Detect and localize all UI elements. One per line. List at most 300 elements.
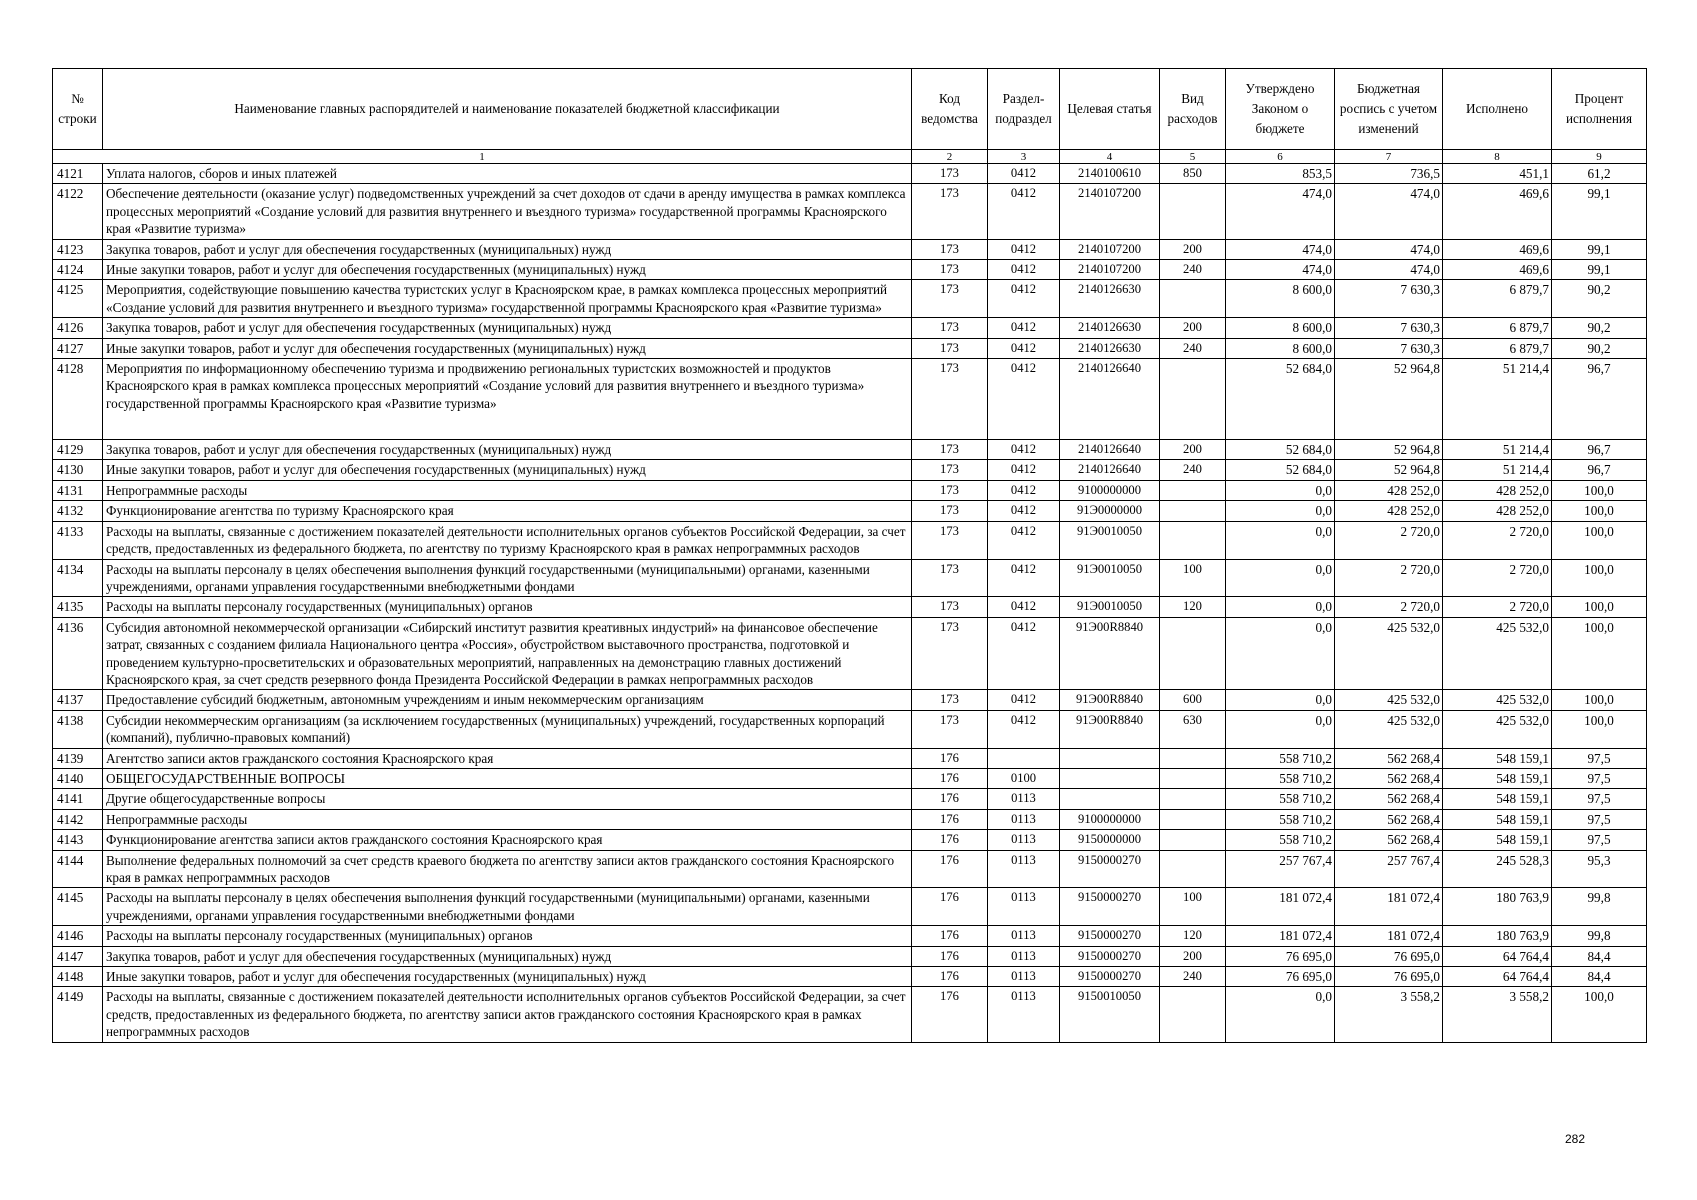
table-row: [53, 617, 1647, 690]
row-percent: 99,8: [1552, 926, 1647, 946]
table-row: [53, 338, 1647, 358]
row-percent: 99,1: [1552, 184, 1647, 239]
row-executed: 451,1: [1443, 164, 1552, 184]
row-expense-type: 120: [1160, 926, 1226, 946]
row-approved: 0,0: [1226, 521, 1335, 559]
column-number: 9: [1552, 150, 1647, 164]
row-expense-type: 630: [1160, 710, 1226, 748]
row-target: 2140107200: [1060, 239, 1160, 259]
row-expense-type: [1160, 830, 1226, 850]
row-expense-type: [1160, 359, 1226, 440]
table-row: [53, 239, 1647, 259]
row-section: 0113: [988, 926, 1060, 946]
row-percent: 97,5: [1552, 768, 1647, 788]
table-row: [53, 926, 1647, 946]
row-approved: 8 600,0: [1226, 280, 1335, 318]
budget-table: [52, 68, 1647, 1043]
row-percent: 96,7: [1552, 359, 1647, 440]
row-dept-code: 176: [912, 830, 988, 850]
column-number: 8: [1443, 150, 1552, 164]
row-expense-type: [1160, 501, 1226, 521]
row-executed: 6 879,7: [1443, 338, 1552, 358]
row-percent: 61,2: [1552, 164, 1647, 184]
row-executed: 180 763,9: [1443, 888, 1552, 926]
row-target: 2140126630: [1060, 338, 1160, 358]
row-percent: 96,7: [1552, 440, 1647, 460]
row-percent: 97,5: [1552, 789, 1647, 809]
row-number: 4132: [53, 501, 103, 521]
row-target: 9150000270: [1060, 967, 1160, 987]
row-executed: 425 532,0: [1443, 617, 1552, 690]
row-budget-list: 562 268,4: [1335, 809, 1443, 829]
row-approved: 558 710,2: [1226, 830, 1335, 850]
row-expense-type: 600: [1160, 690, 1226, 710]
row-name: Мероприятия по информационному обеспечению туризма и продвижению региональных туристских возможностей и продуктов Красноярского края в рамках комплекса процессных мероприятий «Создание условий для развития внутреннего и въездного туризма» государственной программы Красноярского края «Развитие туризма»: [103, 359, 912, 440]
row-section: 0412: [988, 690, 1060, 710]
row-section: [988, 748, 1060, 768]
row-expense-type: [1160, 480, 1226, 500]
row-approved: 558 710,2: [1226, 748, 1335, 768]
row-approved: 0,0: [1226, 501, 1335, 521]
row-expense-type: [1160, 987, 1226, 1042]
row-name: Функционирование агентства по туризму Красноярского края: [103, 501, 912, 521]
row-number: 4141: [53, 789, 103, 809]
row-executed: 180 763,9: [1443, 926, 1552, 946]
header-dept-code: Код ведомства: [912, 69, 988, 150]
row-target: 91Э0010050: [1060, 521, 1160, 559]
row-dept-code: 173: [912, 690, 988, 710]
table-row: [53, 987, 1647, 1042]
row-section: 0412: [988, 338, 1060, 358]
row-dept-code: 176: [912, 888, 988, 926]
row-name: Непрограммные расходы: [103, 480, 912, 500]
row-number: 4134: [53, 559, 103, 597]
row-target: 2140107200: [1060, 260, 1160, 280]
row-number: 4131: [53, 480, 103, 500]
page-number: 282: [1565, 1132, 1586, 1146]
table-row: [53, 748, 1647, 768]
row-dept-code: 176: [912, 850, 988, 888]
row-number: 4140: [53, 768, 103, 788]
row-approved: 52 684,0: [1226, 359, 1335, 440]
table-row: [53, 184, 1647, 239]
row-approved: 52 684,0: [1226, 440, 1335, 460]
column-number: 1: [53, 150, 912, 164]
row-executed: 548 159,1: [1443, 748, 1552, 768]
row-executed: 469,6: [1443, 260, 1552, 280]
row-budget-list: 474,0: [1335, 260, 1443, 280]
row-executed: 6 879,7: [1443, 318, 1552, 338]
row-number: 4125: [53, 280, 103, 318]
header-percent: Процент исполнения: [1552, 69, 1647, 150]
row-percent: 90,2: [1552, 280, 1647, 318]
row-target: 9150000270: [1060, 926, 1160, 946]
row-budget-list: 562 268,4: [1335, 748, 1443, 768]
row-budget-list: 736,5: [1335, 164, 1443, 184]
header-expense-type: Вид расходов: [1160, 69, 1226, 150]
row-dept-code: 176: [912, 789, 988, 809]
row-number: 4149: [53, 987, 103, 1042]
row-dept-code: 173: [912, 164, 988, 184]
table-row: [53, 888, 1647, 926]
row-name: Расходы на выплаты, связанные с достижением показателей деятельности исполнительных органов субъектов Российской Федерации, за счет средств, предоставленных из федерального бюджета, по агентству по туризму Красноярского края в рамках непрограммных расходов: [103, 521, 912, 559]
row-section: 0412: [988, 239, 1060, 259]
row-target: 9150000270: [1060, 946, 1160, 966]
row-section: 0412: [988, 501, 1060, 521]
row-percent: 100,0: [1552, 617, 1647, 690]
row-executed: 64 764,4: [1443, 967, 1552, 987]
table-row: [53, 318, 1647, 338]
row-expense-type: [1160, 617, 1226, 690]
row-number: 4147: [53, 946, 103, 966]
table-row: [53, 359, 1647, 440]
row-expense-type: [1160, 748, 1226, 768]
table-body: [53, 164, 1647, 1043]
row-budget-list: 474,0: [1335, 184, 1443, 239]
row-section: 0113: [988, 987, 1060, 1042]
row-executed: 245 528,3: [1443, 850, 1552, 888]
row-budget-list: 7 630,3: [1335, 338, 1443, 358]
row-name: Расходы на выплаты персоналу государственных (муниципальных) органов: [103, 926, 912, 946]
row-percent: 97,5: [1552, 830, 1647, 850]
row-section: 0113: [988, 888, 1060, 926]
row-number: 4124: [53, 260, 103, 280]
row-budget-list: 562 268,4: [1335, 789, 1443, 809]
row-budget-list: 7 630,3: [1335, 280, 1443, 318]
header-section: Раздел-подраздел: [988, 69, 1060, 150]
row-approved: 76 695,0: [1226, 967, 1335, 987]
row-expense-type: [1160, 850, 1226, 888]
row-section: 0412: [988, 710, 1060, 748]
row-name: Непрограммные расходы: [103, 809, 912, 829]
row-approved: 853,5: [1226, 164, 1335, 184]
row-name: Другие общегосударственные вопросы: [103, 789, 912, 809]
row-executed: 425 532,0: [1443, 690, 1552, 710]
row-expense-type: [1160, 521, 1226, 559]
row-name: Выполнение федеральных полномочий за счет средств краевого бюджета по агентству записи актов гражданского состояния Красноярского края в рамках непрограммных расходов: [103, 850, 912, 888]
row-name: Предоставление субсидий бюджетным, автономным учреждениям и иным некоммерческим организациям: [103, 690, 912, 710]
row-executed: 51 214,4: [1443, 359, 1552, 440]
row-approved: 0,0: [1226, 710, 1335, 748]
row-target: [1060, 789, 1160, 809]
row-expense-type: [1160, 789, 1226, 809]
row-name: Субсидия автономной некоммерческой организации «Сибирский институт развития креативных индустрий» на финансовое обеспечение затрат, связанных с созданием филиала Национального центра «Россия», обустройством выставочного пространства, подготовкой и проведением культурно-просветительских и образовательных мероприятий, направленных на демонстрацию главных достижений Красноярского края, за счет средств резервного фонда Президента Российской Федерации в рамках непрограммных расходов: [103, 617, 912, 690]
row-number: 4137: [53, 690, 103, 710]
row-percent: 96,7: [1552, 460, 1647, 480]
row-expense-type: 100: [1160, 559, 1226, 597]
row-number: 4133: [53, 521, 103, 559]
row-budget-list: 428 252,0: [1335, 480, 1443, 500]
row-approved: 52 684,0: [1226, 460, 1335, 480]
row-executed: 425 532,0: [1443, 710, 1552, 748]
row-target: 9150010050: [1060, 987, 1160, 1042]
row-percent: 100,0: [1552, 690, 1647, 710]
row-number: 4136: [53, 617, 103, 690]
table-row: [53, 830, 1647, 850]
row-expense-type: [1160, 280, 1226, 318]
row-section: 0412: [988, 440, 1060, 460]
row-dept-code: 176: [912, 768, 988, 788]
row-dept-code: 176: [912, 946, 988, 966]
table-row: [53, 809, 1647, 829]
table-row: [53, 967, 1647, 987]
row-name: Закупка товаров, работ и услуг для обеспечения государственных (муниципальных) нужд: [103, 239, 912, 259]
row-dept-code: 176: [912, 987, 988, 1042]
row-budget-list: 562 268,4: [1335, 830, 1443, 850]
header-executed: Исполнено: [1443, 69, 1552, 150]
row-number: 4143: [53, 830, 103, 850]
row-percent: 99,1: [1552, 260, 1647, 280]
row-number: 4121: [53, 164, 103, 184]
column-number: 3: [988, 150, 1060, 164]
row-approved: 0,0: [1226, 559, 1335, 597]
table-row: [53, 280, 1647, 318]
row-expense-type: [1160, 809, 1226, 829]
row-expense-type: [1160, 768, 1226, 788]
row-approved: 181 072,4: [1226, 926, 1335, 946]
row-number: 4142: [53, 809, 103, 829]
row-target: 2140126630: [1060, 318, 1160, 338]
row-number: 4126: [53, 318, 103, 338]
row-section: 0412: [988, 460, 1060, 480]
row-executed: 548 159,1: [1443, 789, 1552, 809]
row-expense-type: 850: [1160, 164, 1226, 184]
header-name: Наименование главных распорядителей и наименование показателей бюджетной классификации: [103, 69, 912, 150]
row-budget-list: 2 720,0: [1335, 597, 1443, 617]
row-target: 9100000000: [1060, 480, 1160, 500]
row-budget-list: 425 532,0: [1335, 710, 1443, 748]
row-name: Обеспечение деятельности (оказание услуг) подведомственных учреждений за счет доходов от сдачи в аренду имущества в рамках комплекса процессных мероприятий «Создание условий для развития внутреннего и въездного туризма» государственной программы Красноярского края «Развитие туризма»: [103, 184, 912, 239]
row-section: 0113: [988, 850, 1060, 888]
row-executed: 469,6: [1443, 184, 1552, 239]
row-section: 0412: [988, 480, 1060, 500]
row-dept-code: 176: [912, 967, 988, 987]
row-approved: 181 072,4: [1226, 888, 1335, 926]
row-budget-list: 76 695,0: [1335, 967, 1443, 987]
row-executed: 548 159,1: [1443, 809, 1552, 829]
row-section: 0113: [988, 946, 1060, 966]
row-number: 4144: [53, 850, 103, 888]
row-expense-type: 240: [1160, 460, 1226, 480]
row-budget-list: 52 964,8: [1335, 460, 1443, 480]
row-percent: 84,4: [1552, 967, 1647, 987]
row-percent: 97,5: [1552, 809, 1647, 829]
row-target: 9150000000: [1060, 830, 1160, 850]
row-approved: 0,0: [1226, 617, 1335, 690]
row-percent: 100,0: [1552, 597, 1647, 617]
row-budget-list: 76 695,0: [1335, 946, 1443, 966]
row-dept-code: 173: [912, 501, 988, 521]
row-expense-type: 100: [1160, 888, 1226, 926]
row-budget-list: 52 964,8: [1335, 359, 1443, 440]
table-row: [53, 460, 1647, 480]
row-dept-code: 176: [912, 926, 988, 946]
table-row: [53, 789, 1647, 809]
row-approved: 0,0: [1226, 690, 1335, 710]
table-row: [53, 850, 1647, 888]
row-executed: 469,6: [1443, 239, 1552, 259]
row-name: Расходы на выплаты персоналу в целях обеспечения выполнения функций государственными (муниципальными) органами, казенными учреждениями, органами управления государственными внебюджетными фондами: [103, 888, 912, 926]
row-percent: 100,0: [1552, 480, 1647, 500]
row-target: 91Э00R8840: [1060, 617, 1160, 690]
row-section: 0412: [988, 184, 1060, 239]
table-row: [53, 690, 1647, 710]
table-row: [53, 559, 1647, 597]
row-dept-code: 173: [912, 359, 988, 440]
row-target: 9100000000: [1060, 809, 1160, 829]
row-expense-type: 200: [1160, 946, 1226, 966]
table-row: [53, 260, 1647, 280]
row-number: 4135: [53, 597, 103, 617]
row-name: Агентство записи актов гражданского состояния Красноярского края: [103, 748, 912, 768]
column-number: 2: [912, 150, 988, 164]
row-budget-list: 428 252,0: [1335, 501, 1443, 521]
row-number: 4139: [53, 748, 103, 768]
row-number: 4128: [53, 359, 103, 440]
row-section: 0412: [988, 559, 1060, 597]
row-name: Иные закупки товаров, работ и услуг для обеспечения государственных (муниципальных) нужд: [103, 967, 912, 987]
row-section: 0412: [988, 164, 1060, 184]
row-target: [1060, 748, 1160, 768]
row-dept-code: 176: [912, 809, 988, 829]
row-executed: 2 720,0: [1443, 597, 1552, 617]
budget-execution-sheet: [52, 68, 1646, 1043]
row-budget-list: 181 072,4: [1335, 926, 1443, 946]
row-dept-code: 173: [912, 239, 988, 259]
row-target: 2140107200: [1060, 184, 1160, 239]
row-budget-list: 181 072,4: [1335, 888, 1443, 926]
row-executed: 64 764,4: [1443, 946, 1552, 966]
row-percent: 100,0: [1552, 521, 1647, 559]
table-row: [53, 501, 1647, 521]
header-approved: Утверждено Законом о бюджете: [1226, 69, 1335, 150]
column-number: 5: [1160, 150, 1226, 164]
row-percent: 100,0: [1552, 710, 1647, 748]
row-target: 2140126640: [1060, 359, 1160, 440]
column-number: 7: [1335, 150, 1443, 164]
row-expense-type: 200: [1160, 440, 1226, 460]
row-expense-type: [1160, 184, 1226, 239]
row-percent: 99,1: [1552, 239, 1647, 259]
row-executed: 548 159,1: [1443, 830, 1552, 850]
row-number: 4130: [53, 460, 103, 480]
row-approved: 8 600,0: [1226, 338, 1335, 358]
row-dept-code: 173: [912, 617, 988, 690]
row-budget-list: 2 720,0: [1335, 521, 1443, 559]
column-number-row: [53, 150, 1647, 164]
row-percent: 95,3: [1552, 850, 1647, 888]
row-approved: 558 710,2: [1226, 768, 1335, 788]
row-section: 0412: [988, 280, 1060, 318]
row-budget-list: 562 268,4: [1335, 768, 1443, 788]
row-executed: 3 558,2: [1443, 987, 1552, 1042]
row-target: 9150000270: [1060, 888, 1160, 926]
row-dept-code: 173: [912, 559, 988, 597]
row-dept-code: 173: [912, 460, 988, 480]
row-name: Расходы на выплаты, связанные с достижением показателей деятельности исполнительных органов субъектов Российской Федерации, за счет средств, предоставленных из федерального бюджета, по агентству записи актов гражданского состояния Красноярского края в рамках непрограммных расходов: [103, 987, 912, 1042]
row-section: 0113: [988, 809, 1060, 829]
header-budget-list: Бюджетная роспись с учетом изменений: [1335, 69, 1443, 150]
row-percent: 90,2: [1552, 318, 1647, 338]
table-row: [53, 710, 1647, 748]
row-name: Функционирование агентства записи актов гражданского состояния Красноярского края: [103, 830, 912, 850]
row-budget-list: 7 630,3: [1335, 318, 1443, 338]
row-target: 2140126640: [1060, 460, 1160, 480]
row-section: 0412: [988, 617, 1060, 690]
row-approved: 76 695,0: [1226, 946, 1335, 966]
row-expense-type: 200: [1160, 318, 1226, 338]
header-target: Целевая статья: [1060, 69, 1160, 150]
row-executed: 428 252,0: [1443, 480, 1552, 500]
row-number: 4122: [53, 184, 103, 239]
row-name: Закупка товаров, работ и услуг для обеспечения государственных (муниципальных) нужд: [103, 440, 912, 460]
row-executed: 51 214,4: [1443, 440, 1552, 460]
row-name: Расходы на выплаты персоналу в целях обеспечения выполнения функций государственными (муниципальными) органами, казенными учреждениями, органами управления государственными внебюджетными фондами: [103, 559, 912, 597]
row-approved: 0,0: [1226, 597, 1335, 617]
row-target: 91Э00R8840: [1060, 710, 1160, 748]
table-row: [53, 440, 1647, 460]
row-expense-type: 120: [1160, 597, 1226, 617]
row-budget-list: 425 532,0: [1335, 617, 1443, 690]
row-budget-list: 474,0: [1335, 239, 1443, 259]
row-dept-code: 173: [912, 260, 988, 280]
column-number: 4: [1060, 150, 1160, 164]
row-executed: 51 214,4: [1443, 460, 1552, 480]
row-expense-type: 240: [1160, 260, 1226, 280]
row-target: 9150000270: [1060, 850, 1160, 888]
table-row: [53, 164, 1647, 184]
row-executed: 428 252,0: [1443, 501, 1552, 521]
row-section: 0412: [988, 260, 1060, 280]
row-name: Закупка товаров, работ и услуг для обеспечения государственных (муниципальных) нужд: [103, 318, 912, 338]
row-approved: 257 767,4: [1226, 850, 1335, 888]
row-approved: 558 710,2: [1226, 809, 1335, 829]
row-expense-type: 200: [1160, 239, 1226, 259]
row-target: 2140100610: [1060, 164, 1160, 184]
header-row: [53, 69, 1647, 150]
row-percent: 84,4: [1552, 946, 1647, 966]
table-row: [53, 480, 1647, 500]
row-target: [1060, 768, 1160, 788]
row-name: Субсидии некоммерческим организациям (за исключением государственных (муниципальных) учреждений, государственных корпораций (компаний), публично-правовых компаний): [103, 710, 912, 748]
row-dept-code: 173: [912, 710, 988, 748]
row-number: 4148: [53, 967, 103, 987]
row-number: 4145: [53, 888, 103, 926]
column-number: 6: [1226, 150, 1335, 164]
row-percent: 99,8: [1552, 888, 1647, 926]
row-dept-code: 173: [912, 318, 988, 338]
row-dept-code: 173: [912, 338, 988, 358]
row-dept-code: 176: [912, 748, 988, 768]
row-target: 91Э0000000: [1060, 501, 1160, 521]
table-row: [53, 768, 1647, 788]
row-number: 4127: [53, 338, 103, 358]
row-number: 4138: [53, 710, 103, 748]
row-percent: 90,2: [1552, 338, 1647, 358]
row-dept-code: 173: [912, 521, 988, 559]
row-budget-list: 257 767,4: [1335, 850, 1443, 888]
row-target: 91Э0010050: [1060, 597, 1160, 617]
row-approved: 474,0: [1226, 184, 1335, 239]
row-approved: 474,0: [1226, 239, 1335, 259]
row-name: ОБЩЕГОСУДАРСТВЕННЫЕ ВОПРОСЫ: [103, 768, 912, 788]
row-dept-code: 173: [912, 440, 988, 460]
row-number: 4129: [53, 440, 103, 460]
row-section: 0412: [988, 521, 1060, 559]
row-approved: 0,0: [1226, 480, 1335, 500]
table-row: [53, 597, 1647, 617]
row-section: 0412: [988, 597, 1060, 617]
